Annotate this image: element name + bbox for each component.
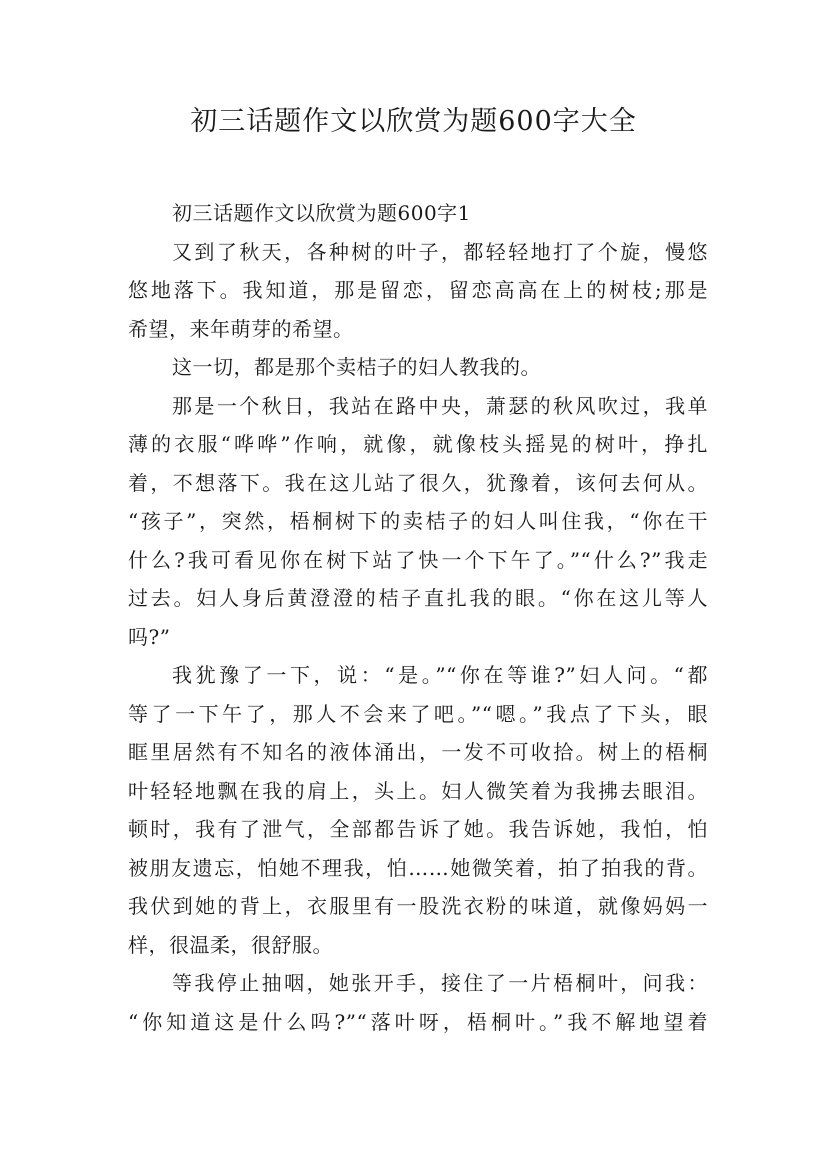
paragraph-line: 等我停止抽咽，她张开手，接住了一片梧桐叶，问我：	[172, 971, 708, 995]
paragraph-line: 希望，来年萌芽的希望。	[128, 316, 354, 341]
paragraph-line: 顿时，我有了泄气，全部都告诉了她。我告诉她，我怕，怕	[128, 817, 708, 841]
paragraph-line: 叶轻轻地飘在我的肩上，头上。妇人微笑着为我拂去眼泪。	[128, 778, 708, 803]
paragraph-line: “孩子”，突然，梧桐树下的卖桔子的妇人叫住我，“你在干	[128, 509, 708, 533]
paragraph-line: 那是一个秋日，我站在路中央，萧瑟的秋风吹过，我单	[172, 393, 708, 418]
paragraph-line: “你知道这是什么吗?”“落叶呀，梧桐叶。”我不解地望着	[128, 1009, 708, 1034]
paragraph-line: 我伏到她的背上，衣服里有一股洗衣粉的味道，就像妈妈一	[128, 894, 708, 918]
paragraph-line: 着，不想落下。我在这儿站了很久，犹豫着，该何去何从。	[128, 470, 708, 495]
paragraph-line: 被朋友遗忘，怕她不理我，怕……她微笑着，拍了拍我的背。	[128, 855, 708, 880]
paragraph-line: 什么?我可看见你在树下站了快一个下午了。”“什么?”我走	[128, 547, 708, 572]
paragraph-line: 悠地落下。我知道，那是留恋，留恋高高在上的树枝;那是	[128, 278, 708, 302]
paragraph-line: 等了一下午了，那人不会来了吧。”“嗯。”我点了下头，眼	[128, 701, 708, 726]
paragraph-line: 薄的衣服“哗哗”作响，就像，就像枝头摇晃的树叶，挣扎	[128, 432, 708, 456]
section-heading: 初三话题作文以欣赏为题600字1	[172, 201, 471, 225]
paragraph-line: 过去。妇人身后黄澄澄的桔子直扎我的眼。“你在这儿等人	[128, 586, 708, 610]
document-title: 初三话题作文以欣赏为题600字大全	[190, 106, 637, 137]
document-body	[128, 194, 708, 1041]
paragraph-line: 样，很温柔，很舒服。	[128, 932, 333, 957]
paragraph-line: 眶里居然有不知名的液体涌出，一发不可收拾。树上的梧桐	[128, 740, 708, 764]
paragraph-line: 我犹豫了一下，说：“是。”“你在等谁?”妇人问。“都	[172, 663, 708, 687]
paragraph-line: 这一切，都是那个卖桔子的妇人教我的。	[172, 355, 541, 379]
paragraph-line: 又到了秋天，各种树的叶子，都轻轻地打了个旋，慢悠	[172, 239, 708, 264]
paragraph-line: 吗?”	[128, 624, 171, 649]
